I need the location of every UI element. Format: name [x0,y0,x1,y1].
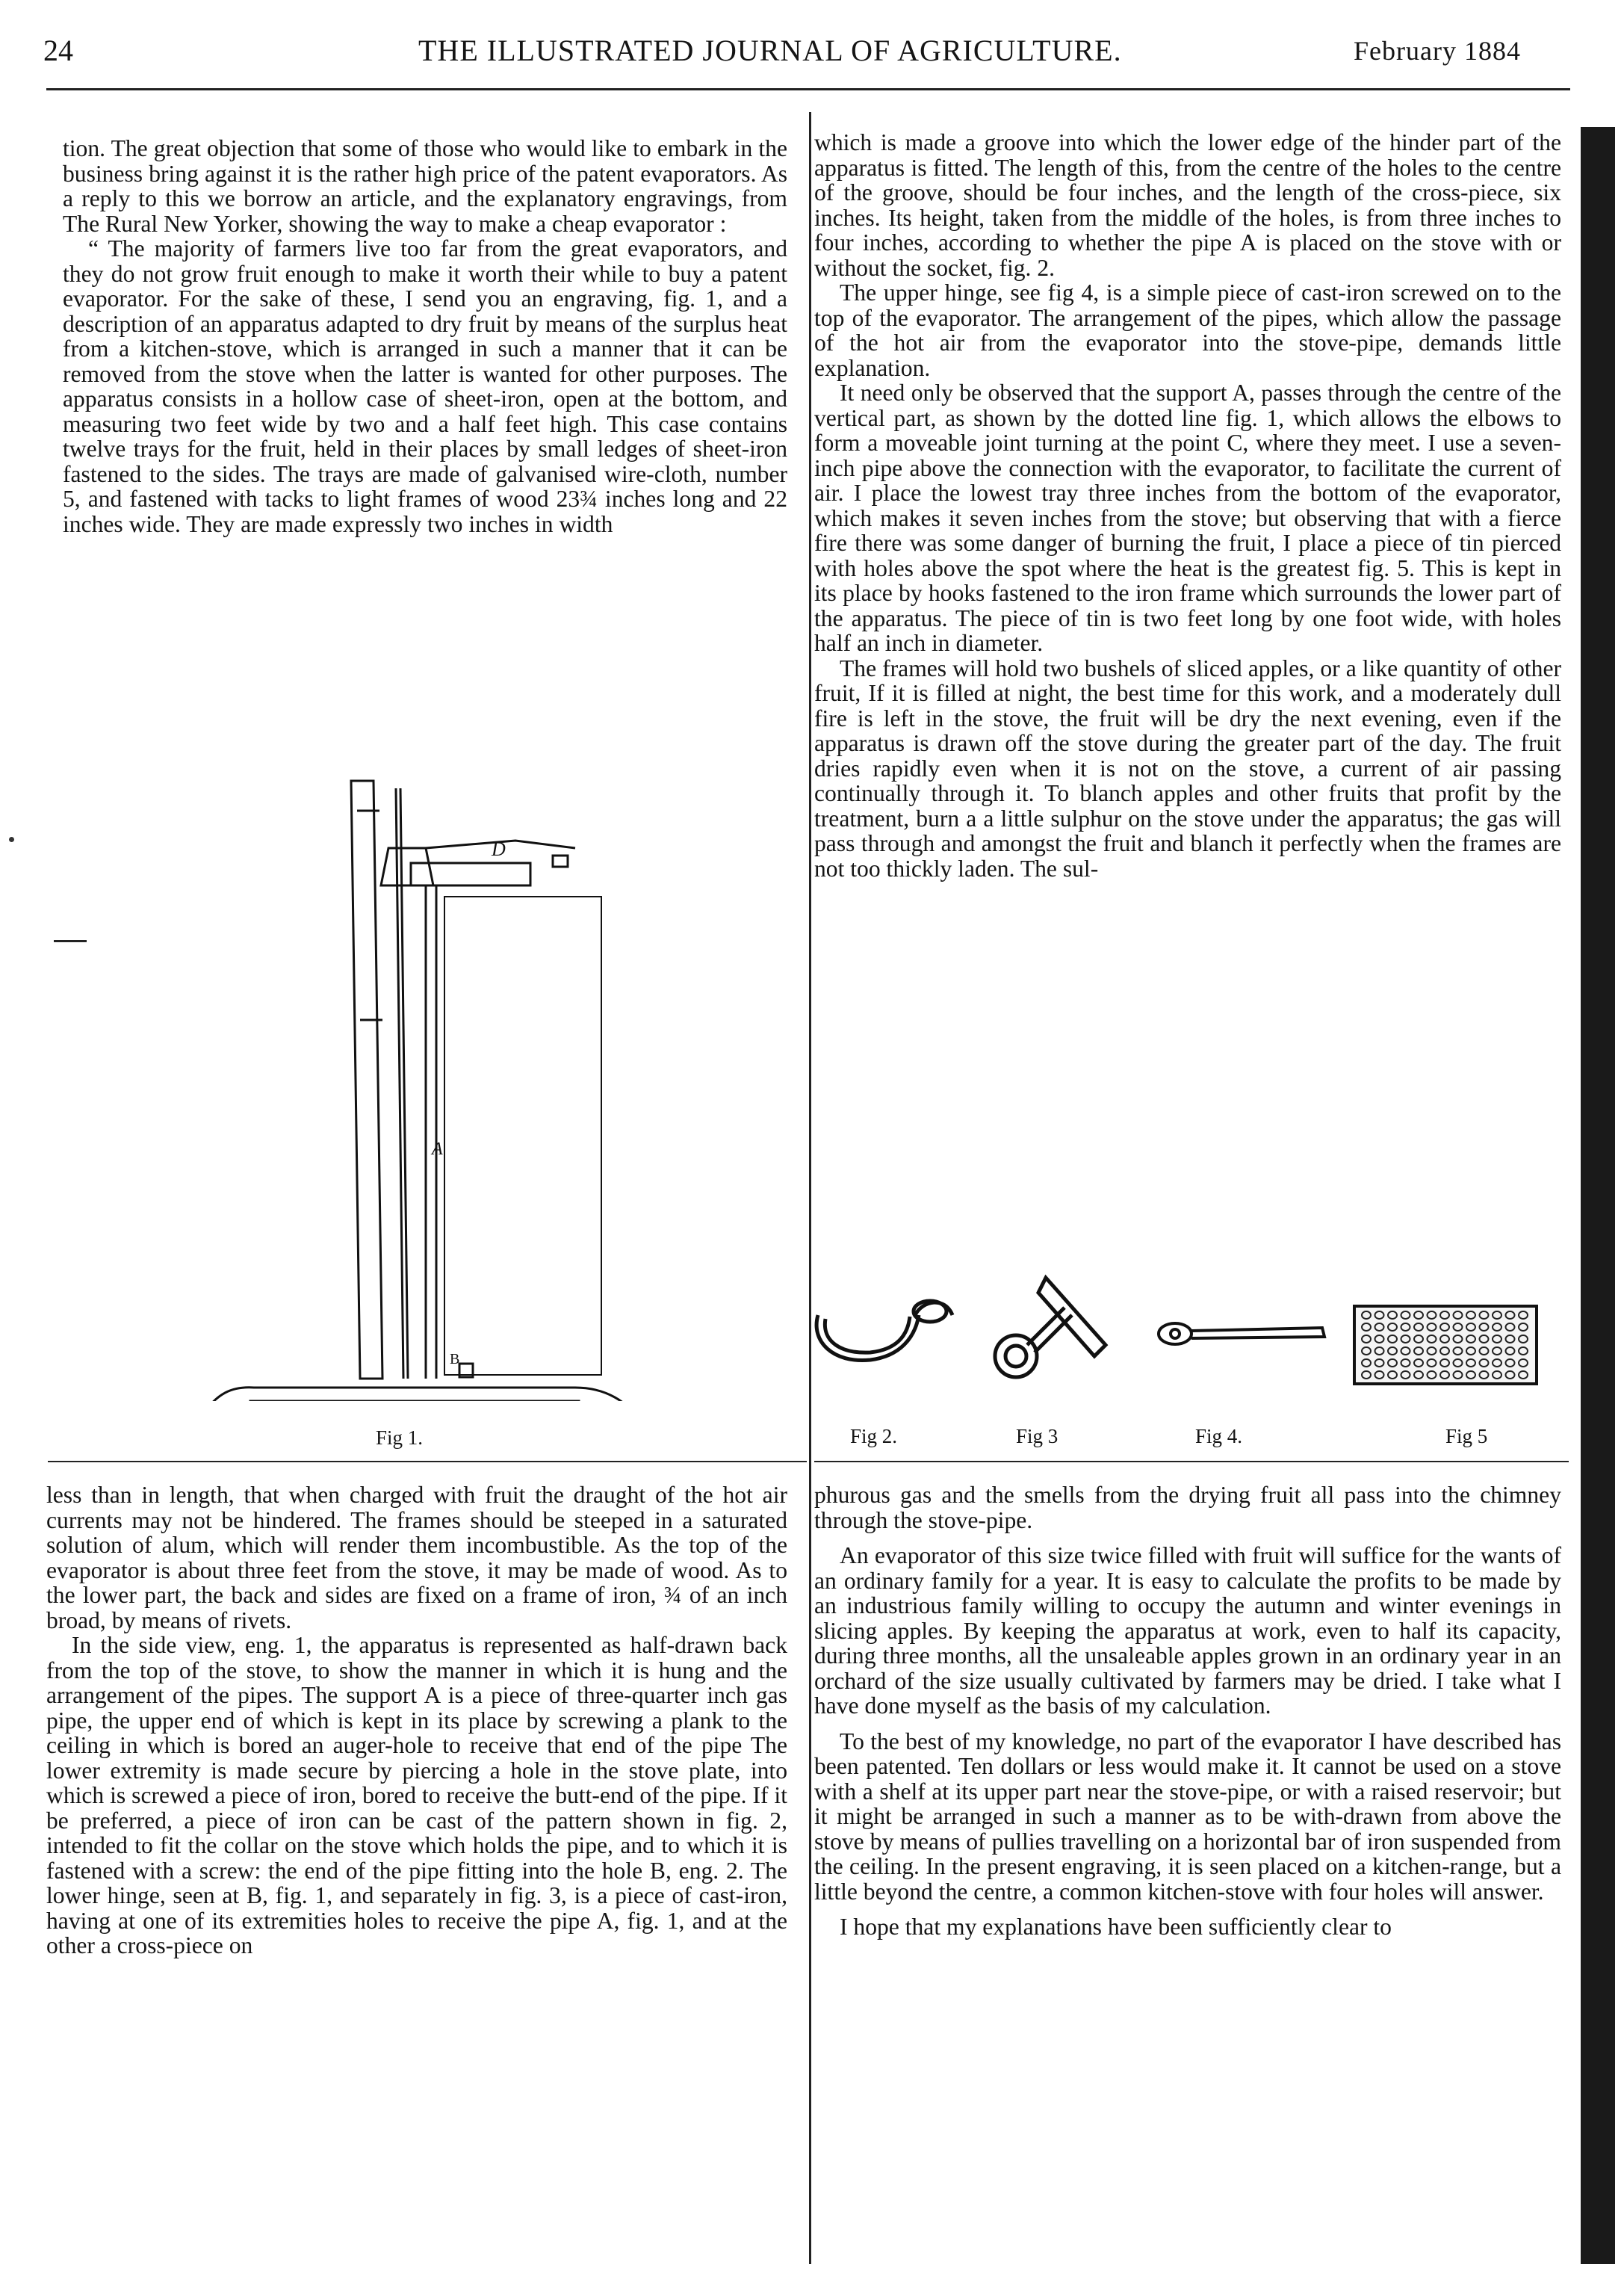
label-support-a: A [432,1140,443,1159]
paragraph: It need only be observed that the support A, passes through the centre of the vertical part, as shown by the dotted line fig. 1, which allows the elbows to form a moveable joint turning at the point C, where they meet. I use a seven-inch pipe above the connection with the evaporator, to facilitate the current of air. I place the lowest tray three inches from the bottom of the evaporator, which makes it seven inches from the stove; but observing that with a fierce fire there was some danger of burning the fruit, I place a piece of tin pierced with holes above the spot where the heat is the greatest fig. 5. This is kept in its place by hooks fastened to the iron frame which surrounds the lower part of the apparatus. The piece of tin is two feet long by one foot wide, with holes half an inch in diameter. [814,380,1561,656]
fig2-caption: Fig 2. [850,1425,898,1447]
paragraph: phurous gas and the smells from the drying fruit all pass into the chimney through the stove-pipe. [814,1482,1561,1533]
fig4-upper-hinge-illustration [1154,1311,1333,1356]
paragraph: I hope that my explanations have been sufficiently clear to [840,1914,1392,1940]
journal-title: THE ILLUSTRATED JOURNAL OF AGRICULTURE. [418,34,1122,67]
issue-date: February 1884 [1354,36,1521,66]
scan-mark [54,940,87,942]
evaporator-case [444,897,601,1375]
left-column-bottom-text [46,1482,787,1958]
right-section-rule [814,1461,1569,1462]
paragraph: In the side view, eng. 1, the apparatus is represented as half-drawn back from the top of the stove, to show the manner in which it is hung and the arrangement of the pipes. The support A is a piece of three-quarter inch gas pipe, the upper end of which is kept in its place by screwing a plank to the ceiling in which is bored an auger-hole to receive that end of the pipe The lower extremity is made secure by piercing a hole in the stove plate, into which is screwed a piece of iron, bored to receive the butt-end of the pipe. If it be preferred, a piece of iron can be cast of the pattern shown in fig. 2, intended to fit the collar on the stove which holds the pipe, and to which it is fastened with a screw: the end of the pipe fitting into the hole B, eng. 2. The lower hinge, seen at B, fig. 1, and separately in fig. 3, is a piece of cast-iron, having at one of its extremities holes to receive the pipe A, fig. 1, and at the other a cross-piece on [46,1632,787,1958]
fig4-caption: Fig 4. [1195,1425,1243,1447]
scanned-margin-edge [1581,127,1615,2264]
paragraph: tion. The great objection that some of those who would like to embark in the business bring against it is the rather high price of the patent evaporators. As a reply to this we borrow an article, and the explanatory engravings, from The Rural New Yorker, showing the way to make a cheap evaporator : [63,135,787,237]
label-lower-hinge-b: B [450,1351,460,1367]
fig2-pipe-socket-illustration [803,1270,967,1375]
fig3-caption: Fig 3 [1016,1425,1059,1447]
left-column-top-text [63,136,787,536]
left-section-rule [48,1461,807,1462]
paragraph: To the best of my knowledge, no part of the evaporator I have described has been patented. Ten dollars or less would make it. It cannot be used on a stove with a shelf at its upper part near the stove-pipe, or with a raised reservoir; but it might be arranged in such a manner as to be with-drawn from above the stove by means of pullies travelling on a horizontal bar of iron suspended from the ceiling. In the present engraving, it is seen placed on a kitchen-range, but a little beyond the centre, a common kitchen-stove with four holes will answer. [814,1728,1561,1905]
right-column-top-text [814,130,1561,881]
paragraph: which is made a groove into which the lower edge of the hinder part of the apparatus is fitted. The length of this, from the centre of the holes to the centre of the groove, should be four inches, and the length of the cross-piece, six inches. Its height, taken from the middle of the holes, is from three inches to four inches, according to whether the pipe A is placed on the stove with or without the socket, fig. 2. [814,129,1561,281]
fig1-caption: Fig 1. [376,1426,424,1449]
paragraph: “ The majority of farmers live too far from the great evaporators, and they do not grow fruit enough to make it worth their while to buy a patent evaporator. For the sake of these, I send you an engraving, fig. 1, and a description of an apparatus adapted to dry fruit by means of the surplus heat from a kitchen-stove, which is arranged in such a manner that it can be removed from the stove when the latter is wanted for other purposes. The apparatus consists in a hollow case of sheet-iron, open at the bottom, and measuring two feet wide by two and a half feet high. This case contains twelve trays for the fruit, held in their places by small ledges of sheet-iron fastened to the sides. The trays are made of galvanised wire-cloth, number 5, and fastened with tacks to light frames of wood 23¾ inches long and 22 inches wide. They are made expressly two inches in width [63,235,787,537]
fig5-caption: Fig 5 [1445,1425,1488,1447]
right-column-bottom-text [814,1482,1561,1940]
paragraph: The upper hinge, see fig 4, is a simple piece of cast-iron screwed on to the top of the evaporator. The arrangement of the pipes, which allow the passage of the hot air from the evaporator into the stove-pipe, demands little explanation. [814,279,1561,381]
column-divider [809,112,811,2264]
paragraph: The frames will hold two bushels of sliced apples, or a like quantity of other fruit, If it is filled at night, the best time for this work, and a moderately dull fire is left in the stove, the fruit will be dry the next evening, even if the apparatus is drawn off the stove during the greater part of the day. The fruit dries rapidly even when it is not on the stove, a current of air passing continually through it. To blanch apples and other fruits that profit by the treatment, burn a a little sulphur on the stove under the apparatus; the gas will pass through and amongst the fruit and blanch it perfectly when the frames are not too thickly laden. The sul- [814,655,1561,882]
fig1-stove-evaporator-illustration [187,766,695,1401]
page-number: 24 [43,34,73,67]
stove-pipe [351,781,382,1379]
fig5-pierced-tin-illustration [1348,1300,1543,1390]
paragraph: less than in length, that when charged with fruit the draught of the hot air currents may not be hindered. The frames should be steeped in a saturated solution of alum, which will render them incombustible. As the top of the evaporator is about three feet from the stove, it may be made of wood. As to the lower part, the back and sides are fixed on a frame of iron, ¾ of an inch broad, by means of rivets. [46,1482,787,1633]
label-upper-hinge: D [492,838,506,860]
fig3-lower-hinge-illustration [975,1263,1124,1390]
scan-speck [9,837,14,842]
header-rule [46,88,1570,90]
paragraph: An evaporator of this size twice filled with fruit will suffice for the wants of an ordinary family for a year. It is easy to calculate the profits to be made by an industrious family willing to occupy the autumn and winter evenings in slicing apples. By keeping the apparatus at work, even to half its capacity, during three months, all the unsaleable apples grown in an ordinary year in an orchard of the size usually cultivated by farmers may be dried. I take what I have done myself as the basis of my calculation. [814,1542,1561,1719]
stove-top [202,1388,642,1401]
